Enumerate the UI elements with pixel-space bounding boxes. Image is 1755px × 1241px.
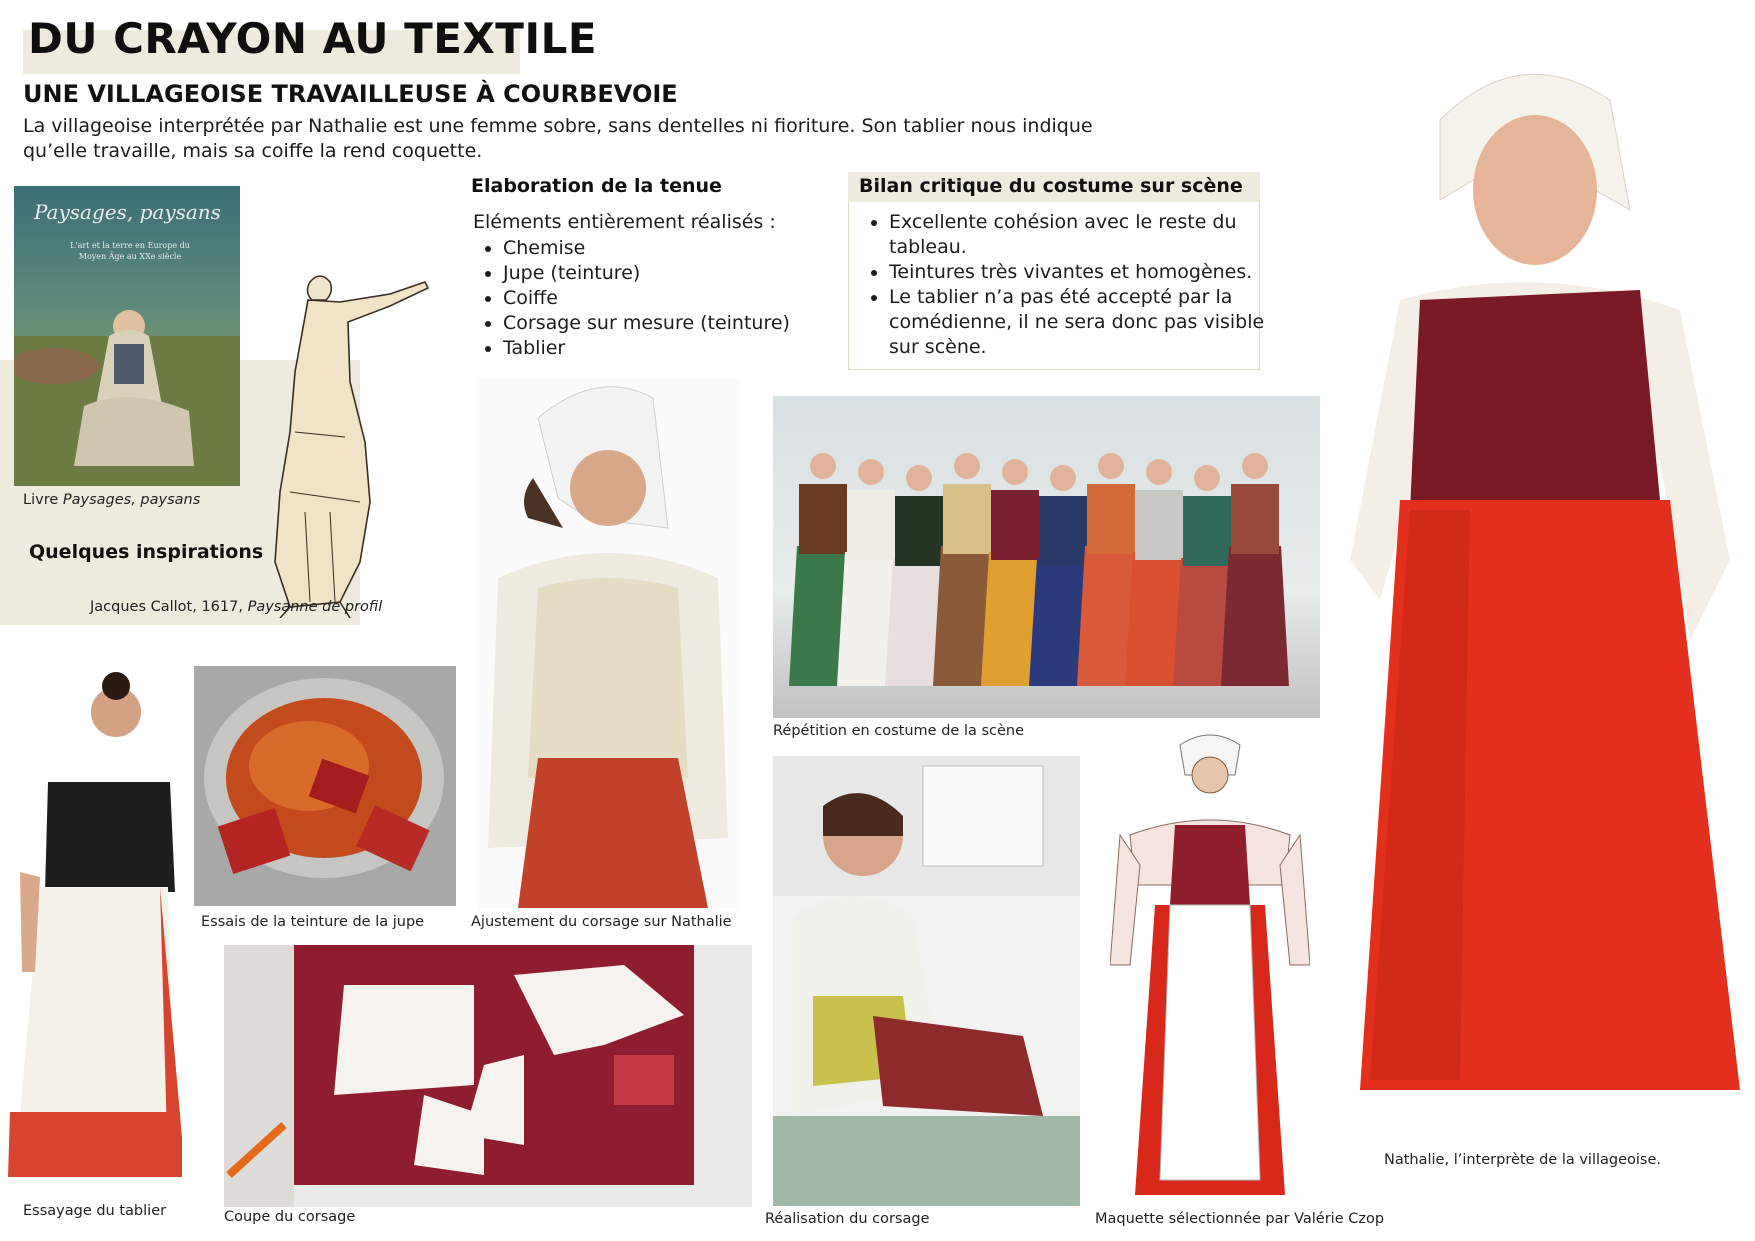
book-caption-title: Paysages, paysans bbox=[62, 492, 201, 508]
ajustement-photo bbox=[478, 378, 740, 908]
maquette-drawing bbox=[1110, 725, 1310, 1207]
coupe-caption: Coupe du corsage bbox=[224, 1209, 356, 1225]
teinture-photo bbox=[194, 666, 456, 906]
book-cover-subtitle: L'art et la terre en Europe du Moyen Âge au XXe siècle bbox=[70, 241, 190, 261]
list-item: • Chemise bbox=[503, 236, 790, 261]
inspirations-heading: Quelques inspirations bbox=[29, 541, 264, 563]
bilan-heading: Bilan critique du costume sur scène bbox=[859, 175, 1243, 197]
list-item: • Le tablier n’a pas été accepté par la comédienne, il ne sera donc pas visible sur scène. bbox=[889, 285, 1279, 360]
nathalie-caption: Nathalie, l’interprète de la villageoise. bbox=[1384, 1152, 1662, 1168]
callot-caption-title: Paysanne de profil bbox=[247, 599, 383, 615]
bilan-list bbox=[857, 210, 1279, 360]
repetition-photo bbox=[773, 396, 1320, 718]
tablier-photo bbox=[0, 672, 182, 1192]
list-item: • Jupe (teinture) bbox=[503, 261, 790, 286]
teinture-caption: Essais de la teinture de la jupe bbox=[201, 914, 425, 930]
realisation-photo bbox=[773, 756, 1080, 1206]
repetition-caption: Répétition en costume de la scène bbox=[773, 723, 1025, 739]
page-title: DU CRAYON AU TEXTILE bbox=[28, 14, 598, 63]
maquette-caption: Maquette sélectionnée par Valérie Czop bbox=[1095, 1211, 1385, 1227]
book-caption bbox=[23, 492, 200, 508]
realisation-caption: Réalisation du corsage bbox=[765, 1211, 930, 1227]
intro-paragraph: La villageoise interprétée par Nathalie est une femme sobre, sans dentelles ni fioriture. Son tablier nous indique qu’elle travaille, mais sa coiffe la rend coquette. bbox=[23, 115, 1093, 162]
list-item: • Coiffe bbox=[503, 286, 790, 311]
coupe-photo bbox=[224, 945, 752, 1207]
elaboration-heading: Elaboration de la tenue bbox=[471, 175, 722, 197]
tablier-caption: Essayage du tablier bbox=[23, 1203, 167, 1219]
callot-caption-prefix: Jacques Callot, 1617, bbox=[90, 599, 248, 615]
elaboration-lead: Eléments entièrement réalisés : bbox=[473, 211, 776, 233]
nathalie-portrait bbox=[1340, 40, 1750, 1130]
book-caption-prefix: Livre bbox=[23, 492, 63, 508]
page-subtitle: UNE VILLAGEOISE TRAVAILLEUSE À COURBEVOIE bbox=[23, 80, 678, 108]
callot-sketch bbox=[247, 262, 430, 618]
list-item: • Excellente cohésion avec le reste du tableau. bbox=[889, 210, 1279, 260]
performer-figure bbox=[1221, 453, 1289, 686]
book-cover-painting bbox=[14, 266, 240, 486]
callot-caption bbox=[90, 599, 382, 615]
book-cover-title: Paysages, paysans bbox=[34, 200, 221, 224]
ajustement-caption: Ajustement du corsage sur Nathalie bbox=[471, 914, 732, 930]
book-cover-image bbox=[14, 186, 240, 486]
list-item: • Tablier bbox=[503, 336, 790, 361]
list-item: • Corsage sur mesure (teinture) bbox=[503, 311, 790, 336]
elaboration-list bbox=[471, 236, 790, 361]
list-item: • Teintures très vivantes et homogènes. bbox=[889, 260, 1279, 285]
